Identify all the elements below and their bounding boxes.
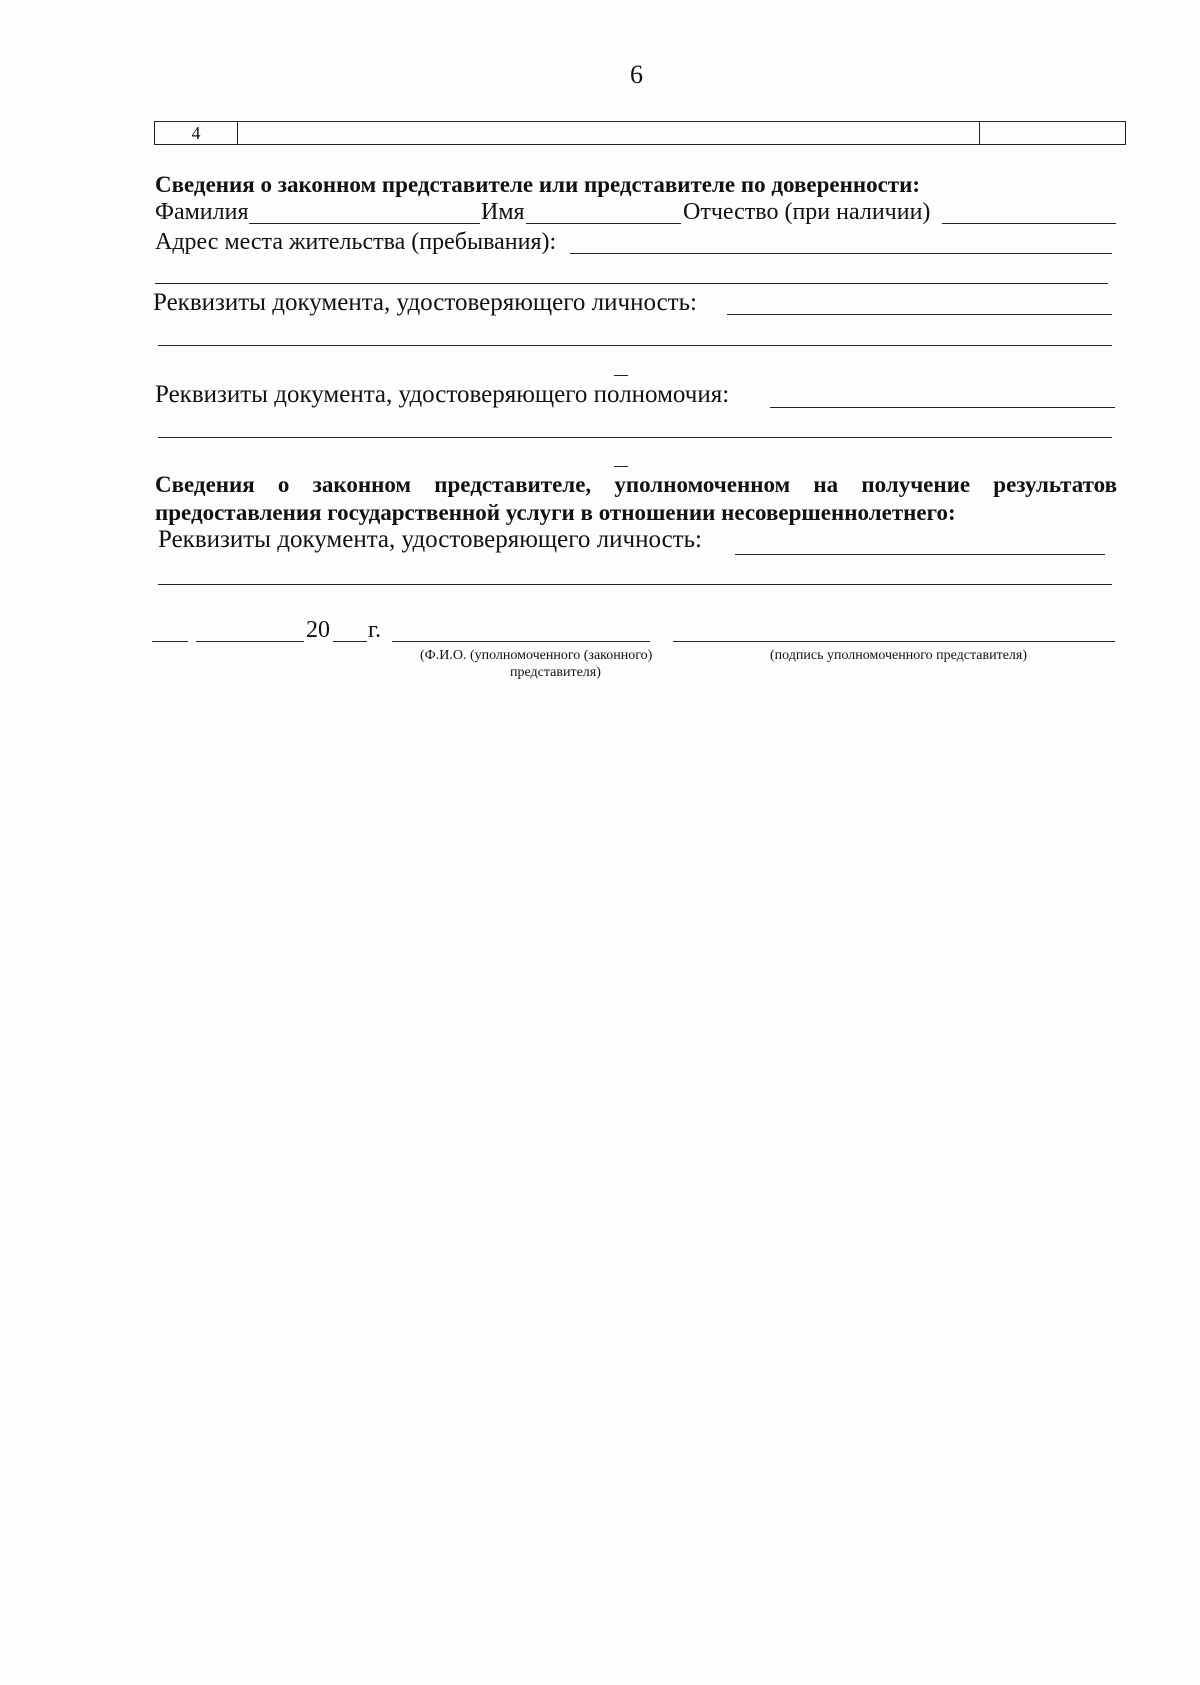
patronymic-label: Отчество (при наличии) — [683, 199, 931, 225]
minor-id-doc-label: Реквизиты документа, удостоверяющего личность: — [158, 526, 702, 553]
address-label: Адрес места жительства (пребывания): — [155, 229, 557, 255]
authority-doc-label: Реквизиты документа, удостоверяющего полномочия: — [155, 381, 730, 408]
fio-caption-line1: (Ф.И.О. (уполномоченного (законного) — [420, 648, 653, 663]
representative-heading: Сведения о законном представителе или представителе по доверенности: — [155, 172, 920, 197]
minor-representative-heading-line1: Сведения о законном представителе, уполномоченном на получение результатов — [155, 472, 1117, 497]
fio-field[interactable] — [392, 641, 650, 642]
id-doc-field-continued[interactable] — [158, 345, 1112, 346]
page-number: 6 — [630, 60, 643, 89]
surname-field[interactable] — [249, 223, 480, 224]
minor-id-doc-field-continued[interactable] — [158, 584, 1112, 585]
signature-caption: (подпись уполномоченного представителя) — [770, 648, 1027, 663]
minor-representative-heading-line2: предоставления государственной услуги в отношении несовершеннолетнего: — [155, 500, 956, 525]
address-field-continued[interactable] — [155, 283, 1108, 284]
name-field[interactable] — [526, 223, 681, 224]
table-row — [154, 121, 1126, 145]
authority-doc-field-continued[interactable] — [158, 437, 1112, 438]
name-label: Имя — [481, 199, 525, 225]
month-field[interactable] — [196, 641, 304, 642]
table-cell-empty — [979, 122, 1125, 144]
authority-doc-field[interactable] — [770, 407, 1115, 408]
dash-mark — [614, 375, 628, 376]
year-suffix: г. — [368, 617, 382, 643]
signature-field[interactable] — [673, 641, 1115, 642]
id-doc-field[interactable] — [727, 314, 1112, 315]
day-field[interactable] — [152, 641, 188, 642]
dash-mark — [614, 466, 628, 467]
patronymic-field[interactable] — [942, 223, 1116, 224]
fio-caption-line2: представителя) — [510, 665, 601, 680]
surname-label: Фамилия — [155, 199, 249, 225]
minor-id-doc-field[interactable] — [735, 554, 1105, 555]
year-field[interactable] — [333, 641, 367, 642]
address-field[interactable] — [570, 253, 1112, 254]
id-doc-label: Реквизиты документа, удостоверяющего личность: — [153, 289, 697, 316]
year-prefix: 20 — [306, 617, 330, 643]
row-number-cell: 4 — [155, 122, 238, 144]
